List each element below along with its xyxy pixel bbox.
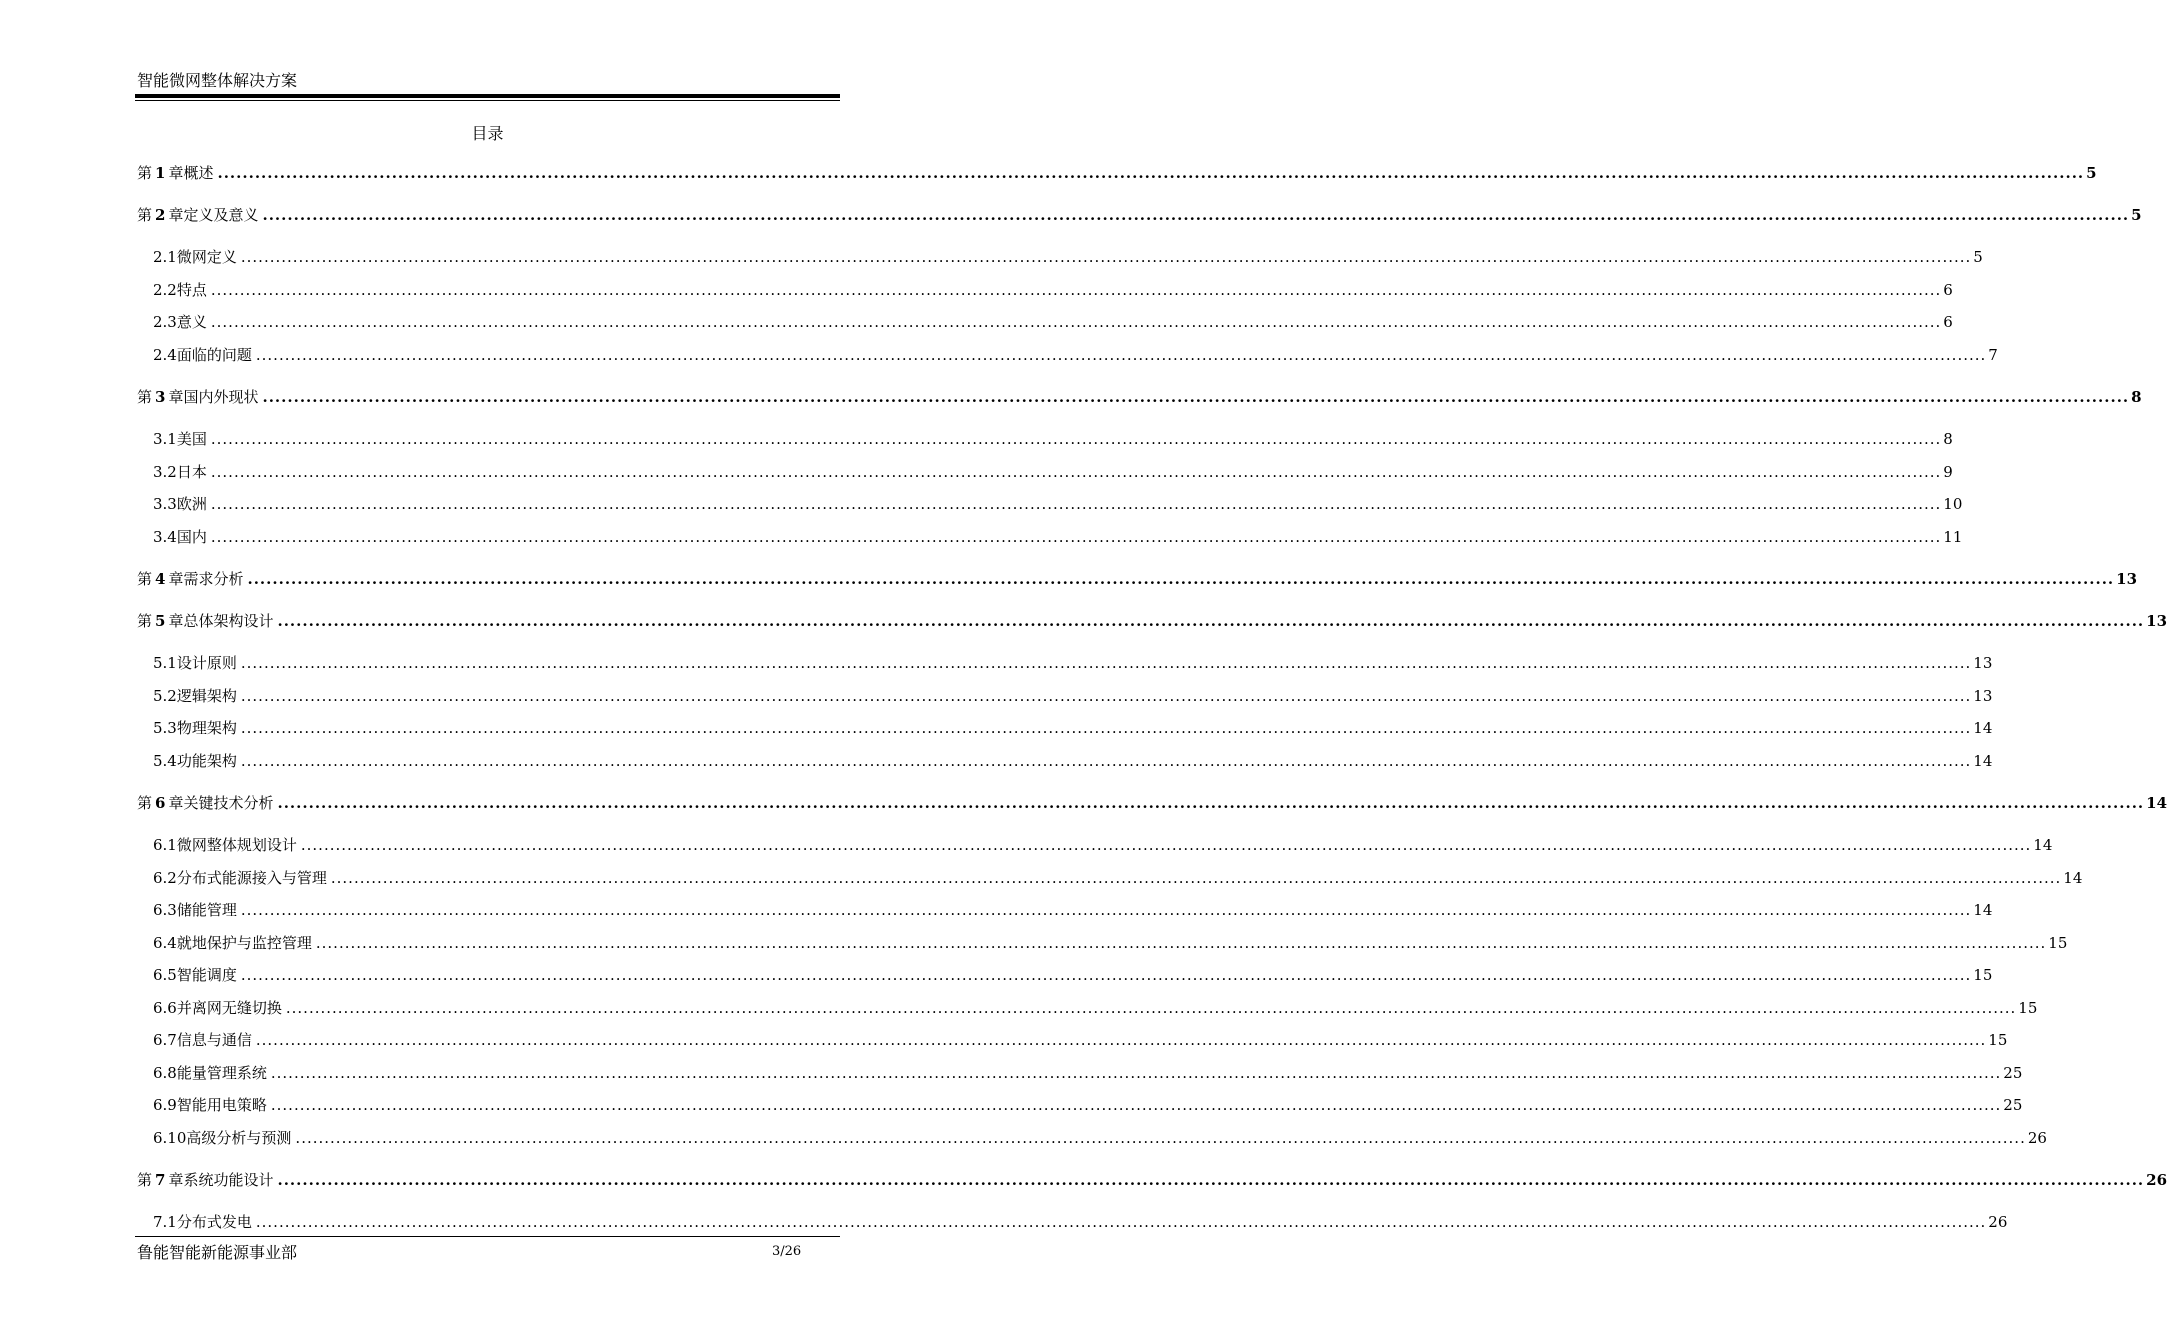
toc-section-row[interactable] [135,751,1993,771]
chapter-suffix: 章 [168,388,184,406]
toc-entry-page: 26 [2146,1171,2167,1189]
toc-entry-number [135,569,183,589]
toc-entry-title: 需求分析 [183,570,244,588]
toc-entry-title: 总体架构设计 [183,612,274,630]
toc-entry-number: 7.1 [153,1213,177,1231]
toc-leader-dots: ............................................................................................................................................................................................................................................................................................................ [217,164,2085,182]
chapter-suffix: 章 [168,164,184,182]
toc-leader-dots: ............................................................................................................................................................................................................................................................................................................ [255,1031,1987,1049]
toc-chapter-row[interactable] [135,793,2167,813]
toc-entry-number: 6.5 [153,966,177,984]
toc-entry-page: 14 [1973,752,1993,770]
toc-section-row[interactable] [135,653,1993,673]
toc-entry-number: 3.4 [153,528,177,546]
toc-entry-number: 6.10 [153,1129,187,1147]
chapter-prefix: 第 [137,794,153,812]
toc-entry-title: 欧洲 [176,495,207,513]
toc-leader-dots: ............................................................................................................................................................................................................................................................................................................ [240,687,1972,705]
toc-leader-dots: ............................................................................................................................................................................................................................................................................................................ [255,1213,1987,1231]
toc-entry-number: 6.9 [153,1096,177,1114]
toc-entry-number: 6.3 [153,901,177,919]
toc-entry-title: 微网整体规划设计 [176,836,297,854]
chapter-number: 7 [155,1171,166,1189]
toc-entry-title: 关键技术分析 [183,794,274,812]
toc-entry-page: 14 [1973,719,1993,737]
toc-leader-dots: ............................................................................................................................................................................................................................................................................................................ [210,463,1942,481]
toc-section-row[interactable] [135,429,1953,449]
running-header-title: 智能微网整体解决方案 [137,71,298,90]
toc-entry-number: 6.2 [153,869,177,887]
toc-entry-title: 物理架构 [176,719,237,737]
chapter-suffix: 章 [168,612,184,630]
toc-section-row[interactable] [135,1128,2047,1148]
toc-entry-page: 6 [1943,281,1953,299]
toc-entry-title: 特点 [176,281,207,299]
toc-entry-page: 14 [2033,836,2053,854]
toc-entry-page: 5 [2131,206,2142,224]
toc-section-row[interactable] [135,1030,2008,1050]
toc-leader-dots: ............................................................................................................................................................................................................................................................................................................ [277,1171,2145,1189]
toc-leader-dots: ............................................................................................................................................................................................................................................................................................................ [240,248,1972,266]
toc-entry-page: 8 [1943,430,1953,448]
toc-section-row[interactable] [135,835,2053,855]
toc-entry-title: 美国 [176,430,207,448]
footer-rule [135,1236,840,1237]
chapter-number: 5 [155,612,166,630]
toc-leader-dots: ............................................................................................................................................................................................................................................................................................................ [262,388,2130,406]
toc-entry-number [135,205,183,225]
toc-section-row[interactable] [135,686,1993,706]
toc-leader-dots: ............................................................................................................................................................................................................................................................................................................ [247,570,2115,588]
toc-entry-number: 3.2 [153,463,177,481]
toc-leader-dots: ............................................................................................................................................................................................................................................................................................................ [240,719,1972,737]
toc-entry-page: 11 [1943,528,1963,546]
toc-entry-number [135,611,183,631]
toc-section-row[interactable] [135,965,1993,985]
toc-section-row[interactable] [135,1212,2008,1232]
chapter-suffix: 章 [168,794,184,812]
toc-leader-dots: ............................................................................................................................................................................................................................................................................................................ [240,901,1972,919]
toc-leader-dots: ............................................................................................................................................................................................................................................................................................................ [210,281,1942,299]
toc-entry-number: 6.8 [153,1064,177,1082]
chapter-number: 6 [155,794,166,812]
toc-leader-dots: ............................................................................................................................................................................................................................................................................................................ [295,1129,2026,1147]
toc-leader-dots: ............................................................................................................................................................................................................................................................................................................ [210,313,1942,331]
toc-entry-page: 10 [1943,495,1963,513]
toc-section-row[interactable] [135,312,1953,332]
toc-chapter-row[interactable] [135,163,2097,183]
toc-entry-page: 5 [2086,164,2097,182]
toc-entry-title: 定义及意义 [183,206,259,224]
toc-entry-page: 25 [2003,1096,2023,1114]
chapter-prefix: 第 [137,612,153,630]
toc-section-row[interactable] [135,1095,2023,1115]
toc-section-row[interactable] [135,527,1963,547]
chapter-prefix: 第 [137,570,153,588]
toc-leader-dots: ............................................................................................................................................................................................................................................................................................................ [255,346,1987,364]
chapter-number: 4 [155,570,166,588]
toc-entry-number: 5.2 [153,687,177,705]
toc-chapter-row[interactable] [135,611,2167,631]
footer-organization: 鲁能智能新能源事业部 [137,1243,298,1262]
toc-entry-title: 就地保护与监控管理 [176,934,312,952]
toc-section-row[interactable] [135,462,1953,482]
toc-entry-page: 14 [2146,794,2167,812]
toc-entry-title: 系统功能设计 [183,1171,274,1189]
toc-entry-number: 3.1 [153,430,177,448]
toc-entry-page: 25 [2003,1064,2023,1082]
toc-leader-dots: ............................................................................................................................................................................................................................................................................................................ [315,934,2047,952]
chapter-prefix: 第 [137,206,153,224]
toc-leader-dots: ............................................................................................................................................................................................................................................................................................................ [240,752,1972,770]
toc-entry-page: 15 [2048,934,2068,952]
toc-entry-page: 7 [1988,346,1998,364]
toc-leader-dots: ............................................................................................................................................................................................................................................................................................................ [240,654,1972,672]
toc-entry-number: 2.1 [153,248,177,266]
chapter-suffix: 章 [168,1171,184,1189]
toc-entry-number: 2.3 [153,313,177,331]
toc-entry-title: 储能管理 [176,901,237,919]
toc-entry-page: 9 [1943,463,1953,481]
toc-entry-title: 微网定义 [176,248,237,266]
toc-entry-page: 26 [1988,1213,2008,1231]
toc-leader-dots: ............................................................................................................................................................................................................................................................................................................ [210,430,1942,448]
toc-entry-number: 2.4 [153,346,177,364]
toc-section-row[interactable] [135,494,1963,514]
toc-entry-number: 5.1 [153,654,177,672]
toc-section-row[interactable] [135,1063,2023,1083]
toc-entry-page: 13 [1973,654,1993,672]
toc-entry-number: 5.4 [153,752,177,770]
chapter-prefix: 第 [137,388,153,406]
toc-entry-title: 国内 [176,528,207,546]
toc-entry-page: 14 [2063,869,2083,887]
toc-entry-number: 6.4 [153,934,177,952]
toc-entry-number: 6.6 [153,999,177,1017]
toc-entry-number: 3.3 [153,495,177,513]
toc-entry-number: 6.1 [153,836,177,854]
header-rule-thick [135,94,840,98]
header-rule-thin [135,100,840,101]
toc-entry-title: 分布式能源接入与管理 [176,869,327,887]
toc-entry-number [135,387,183,407]
toc-entry-page: 13 [2116,570,2138,588]
chapter-number: 1 [155,164,166,182]
toc-section-row[interactable] [135,280,1953,300]
toc-entry-number: 2.2 [153,281,177,299]
toc-entry-page: 8 [2131,388,2142,406]
toc-entry-number: 6.7 [153,1031,177,1049]
toc-entry-page: 6 [1943,313,1953,331]
page-indicator: 3/26 [772,1244,802,1259]
toc-entry-number [135,793,183,813]
toc-chapter-row[interactable] [135,205,2142,225]
toc-leader-dots: ............................................................................................................................................................................................................................................................................................................ [210,495,1942,513]
toc-leader-dots: ............................................................................................................................................................................................................................................................................................................ [300,836,2032,854]
toc-section-row[interactable] [135,998,2038,1018]
chapter-number: 2 [155,206,166,224]
toc-entry-title: 信息与通信 [176,1031,252,1049]
toc-entry-page: 15 [1973,966,1993,984]
toc-entry-page: 15 [1988,1031,2008,1049]
toc-entry-title: 并离网无缝切换 [176,999,282,1017]
toc-entry-title: 分布式发电 [176,1213,252,1231]
toc-leader-dots: ............................................................................................................................................................................................................................................................................................................ [277,612,2145,630]
toc-entry-title: 能量管理系统 [176,1064,267,1082]
toc-leader-dots: ............................................................................................................................................................................................................................................................................................................ [240,966,1972,984]
toc-section-row[interactable] [135,933,2068,953]
toc-entry-title: 功能架构 [176,752,237,770]
toc-section-row[interactable] [135,247,1983,267]
chapter-suffix: 章 [168,570,184,588]
toc-section-row[interactable] [135,718,1993,738]
chapter-number: 3 [155,388,166,406]
toc-leader-dots: ............................................................................................................................................................................................................................................................................................................ [277,794,2145,812]
toc-section-row[interactable] [135,868,2083,888]
toc-leader-dots: ............................................................................................................................................................................................................................................................................................................ [270,1096,2002,1114]
toc-entry-page: 13 [2146,612,2167,630]
toc-title: 目录 [471,124,504,143]
toc-section-row[interactable] [135,345,1998,365]
toc-section-row[interactable] [135,900,1993,920]
toc-entry-page: 14 [1973,901,1993,919]
chapter-prefix: 第 [137,1171,153,1189]
toc-entry-page: 15 [2018,999,2038,1017]
toc-entry-title: 国内外现状 [183,388,259,406]
toc-entry-title: 意义 [176,313,207,331]
toc-entry-number [135,1170,183,1190]
toc-entry-page: 13 [1973,687,1993,705]
toc-entry-title: 面临的问题 [176,346,252,364]
toc-entry-title: 概述 [183,164,214,182]
toc-chapter-row[interactable] [135,387,2142,407]
toc-entry-title: 智能用电策略 [176,1096,267,1114]
toc-leader-dots: ............................................................................................................................................................................................................................................................................................................ [330,869,2062,887]
toc-entry-number [135,163,183,183]
toc-entry-page: 26 [2027,1129,2047,1147]
toc-entry-title: 智能调度 [176,966,237,984]
toc-leader-dots: ............................................................................................................................................................................................................................................................................................................ [210,528,1942,546]
chapter-prefix: 第 [137,164,153,182]
toc-chapter-row[interactable] [135,1170,2167,1190]
toc-entry-number: 5.3 [153,719,177,737]
chapter-suffix: 章 [168,206,184,224]
toc-leader-dots: ............................................................................................................................................................................................................................................................................................................ [262,206,2130,224]
toc-leader-dots: ............................................................................................................................................................................................................................................................................................................ [285,999,2017,1017]
toc-chapter-row[interactable] [135,569,2138,589]
toc-entry-title: 高级分析与预测 [186,1129,292,1147]
toc-entry-title: 逻辑架构 [176,687,237,705]
toc-leader-dots: ............................................................................................................................................................................................................................................................................................................ [270,1064,2002,1082]
toc-entry-title: 日本 [176,463,207,481]
toc-entry-page: 5 [1973,248,1983,266]
toc-entry-title: 设计原则 [176,654,237,672]
